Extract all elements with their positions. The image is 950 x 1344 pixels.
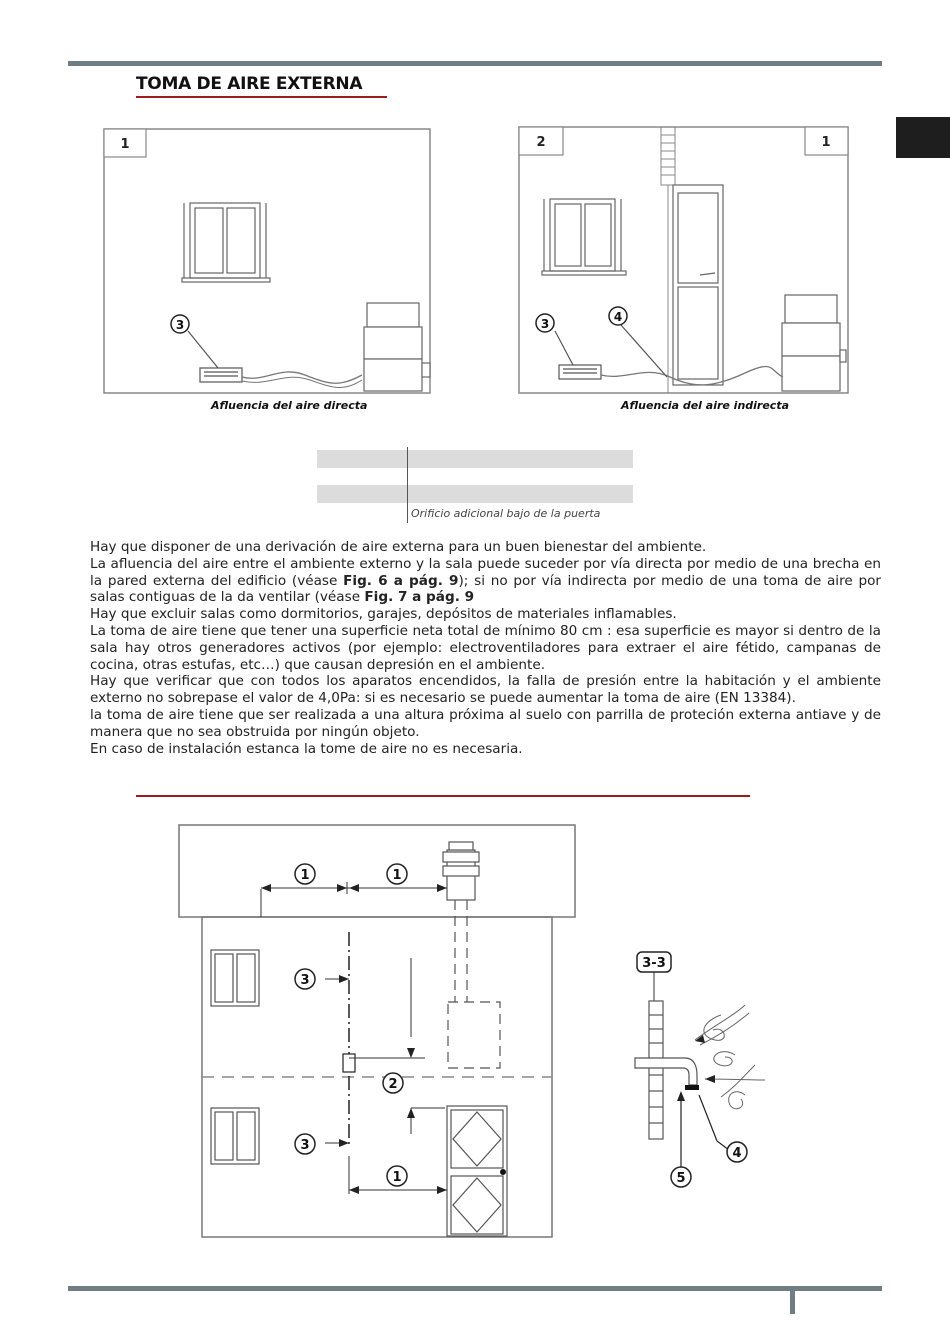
text-run: Hay que excluir salas como dormitorios, garajes, depósitos de materiales inflamables.: [90, 606, 677, 623]
body-paragraph: [90, 556, 881, 606]
section-title: TOMA DE AIRE EXTERNA: [136, 74, 363, 94]
text-run: La afluencia del aire entre el ambiente externo y la sala puede suceder por vía directa por medio de una brecha en la pared externa del edificio (véase: [90, 555, 881, 589]
footer-rule: [68, 1286, 882, 1291]
callout-label-a: 3: [540, 317, 550, 331]
section-label: 3-3: [642, 956, 666, 971]
body-paragraph: [90, 623, 881, 673]
dim-label: 3: [300, 1138, 310, 1153]
chimney: [443, 842, 500, 1068]
chapter-tab: [896, 117, 950, 158]
table-band: [317, 485, 633, 503]
window-lower: [211, 1108, 259, 1164]
figure-reference: Fig. 7 a pág. 9: [364, 589, 475, 606]
caption-indirect: Afluencia del aire indirecta: [621, 399, 790, 412]
text-run: Hay que verificar que con todos los aparatos encendidos, la falla de presión entre la habitación y el ambiente externo no sobrepase el valor de 4,0Pa: si es necesario se puede aumentar la toma de aire (EN 13384).: [90, 673, 881, 707]
section-divider: [136, 795, 750, 797]
text-run: La toma de aire tiene que tener una superficie neta total de mínimo 80 cm : esa superficie es mayor si dentro de la sala hay otros generadores activos (por ejemplo: electroventiladores para extraer el aire fétido, campanas de cocina, otras estufas, etc…) que causan depresión en el ambiente.: [90, 622, 881, 673]
table-band: [317, 450, 633, 468]
table-divider: [407, 447, 408, 523]
page-marker: [790, 1290, 795, 1314]
body-text: [90, 539, 881, 757]
figure-reference: Fig. 6 a pág. 9: [343, 572, 459, 589]
dim-label: 1: [392, 868, 402, 883]
window-upper: [211, 950, 259, 1006]
dim-label: 1: [392, 1170, 402, 1185]
room-label-a: 2: [536, 135, 546, 150]
text-run: En caso de instalación estanca la tome de aire no es necesaria.: [90, 740, 523, 757]
figure-indirect-air: [515, 125, 855, 400]
body-paragraph: [90, 707, 881, 741]
text-run: ); si no por vía indirecta por medio de una toma de aire por salas contiguas de la da ventilar (véase: [90, 572, 882, 606]
stove: [782, 295, 846, 391]
table-note: Orificio adicional bajo de la puerta: [411, 507, 601, 520]
door: [447, 1106, 507, 1236]
figure-detail: [625, 945, 785, 1193]
air-vent: [200, 368, 242, 382]
title-underline: [136, 96, 387, 98]
room-label-b: 1: [821, 135, 831, 150]
body-paragraph: [90, 673, 881, 707]
figure-building: [175, 822, 583, 1242]
part-label: 5: [676, 1171, 686, 1186]
dim-label: 3: [300, 973, 310, 988]
dim-label: 2: [388, 1077, 398, 1092]
caption-direct: Afluencia del aire directa: [211, 399, 368, 412]
body-paragraph: [90, 606, 881, 623]
figure-direct-air: [100, 125, 435, 400]
callout-label: 3: [175, 318, 185, 332]
reference-table: [317, 447, 633, 523]
body-paragraph: [90, 741, 881, 758]
air-vent: [559, 365, 601, 379]
room-label: 1: [120, 137, 130, 152]
part-label: 4: [732, 1146, 742, 1161]
header-rule: [68, 61, 882, 66]
text-run: Hay que disponer de una derivación de aire externa para un buen bienestar del ambiente.: [90, 539, 707, 555]
body-paragraph: [90, 539, 881, 556]
text-run: la toma de aire tiene que ser realizada a una altura próxima al suelo con parrilla de proteción externa antiave y de manera que no sea obstruida por ningún objeto.: [90, 706, 881, 740]
callout-label-b: 4: [613, 310, 623, 324]
dim-label: 1: [300, 868, 310, 883]
